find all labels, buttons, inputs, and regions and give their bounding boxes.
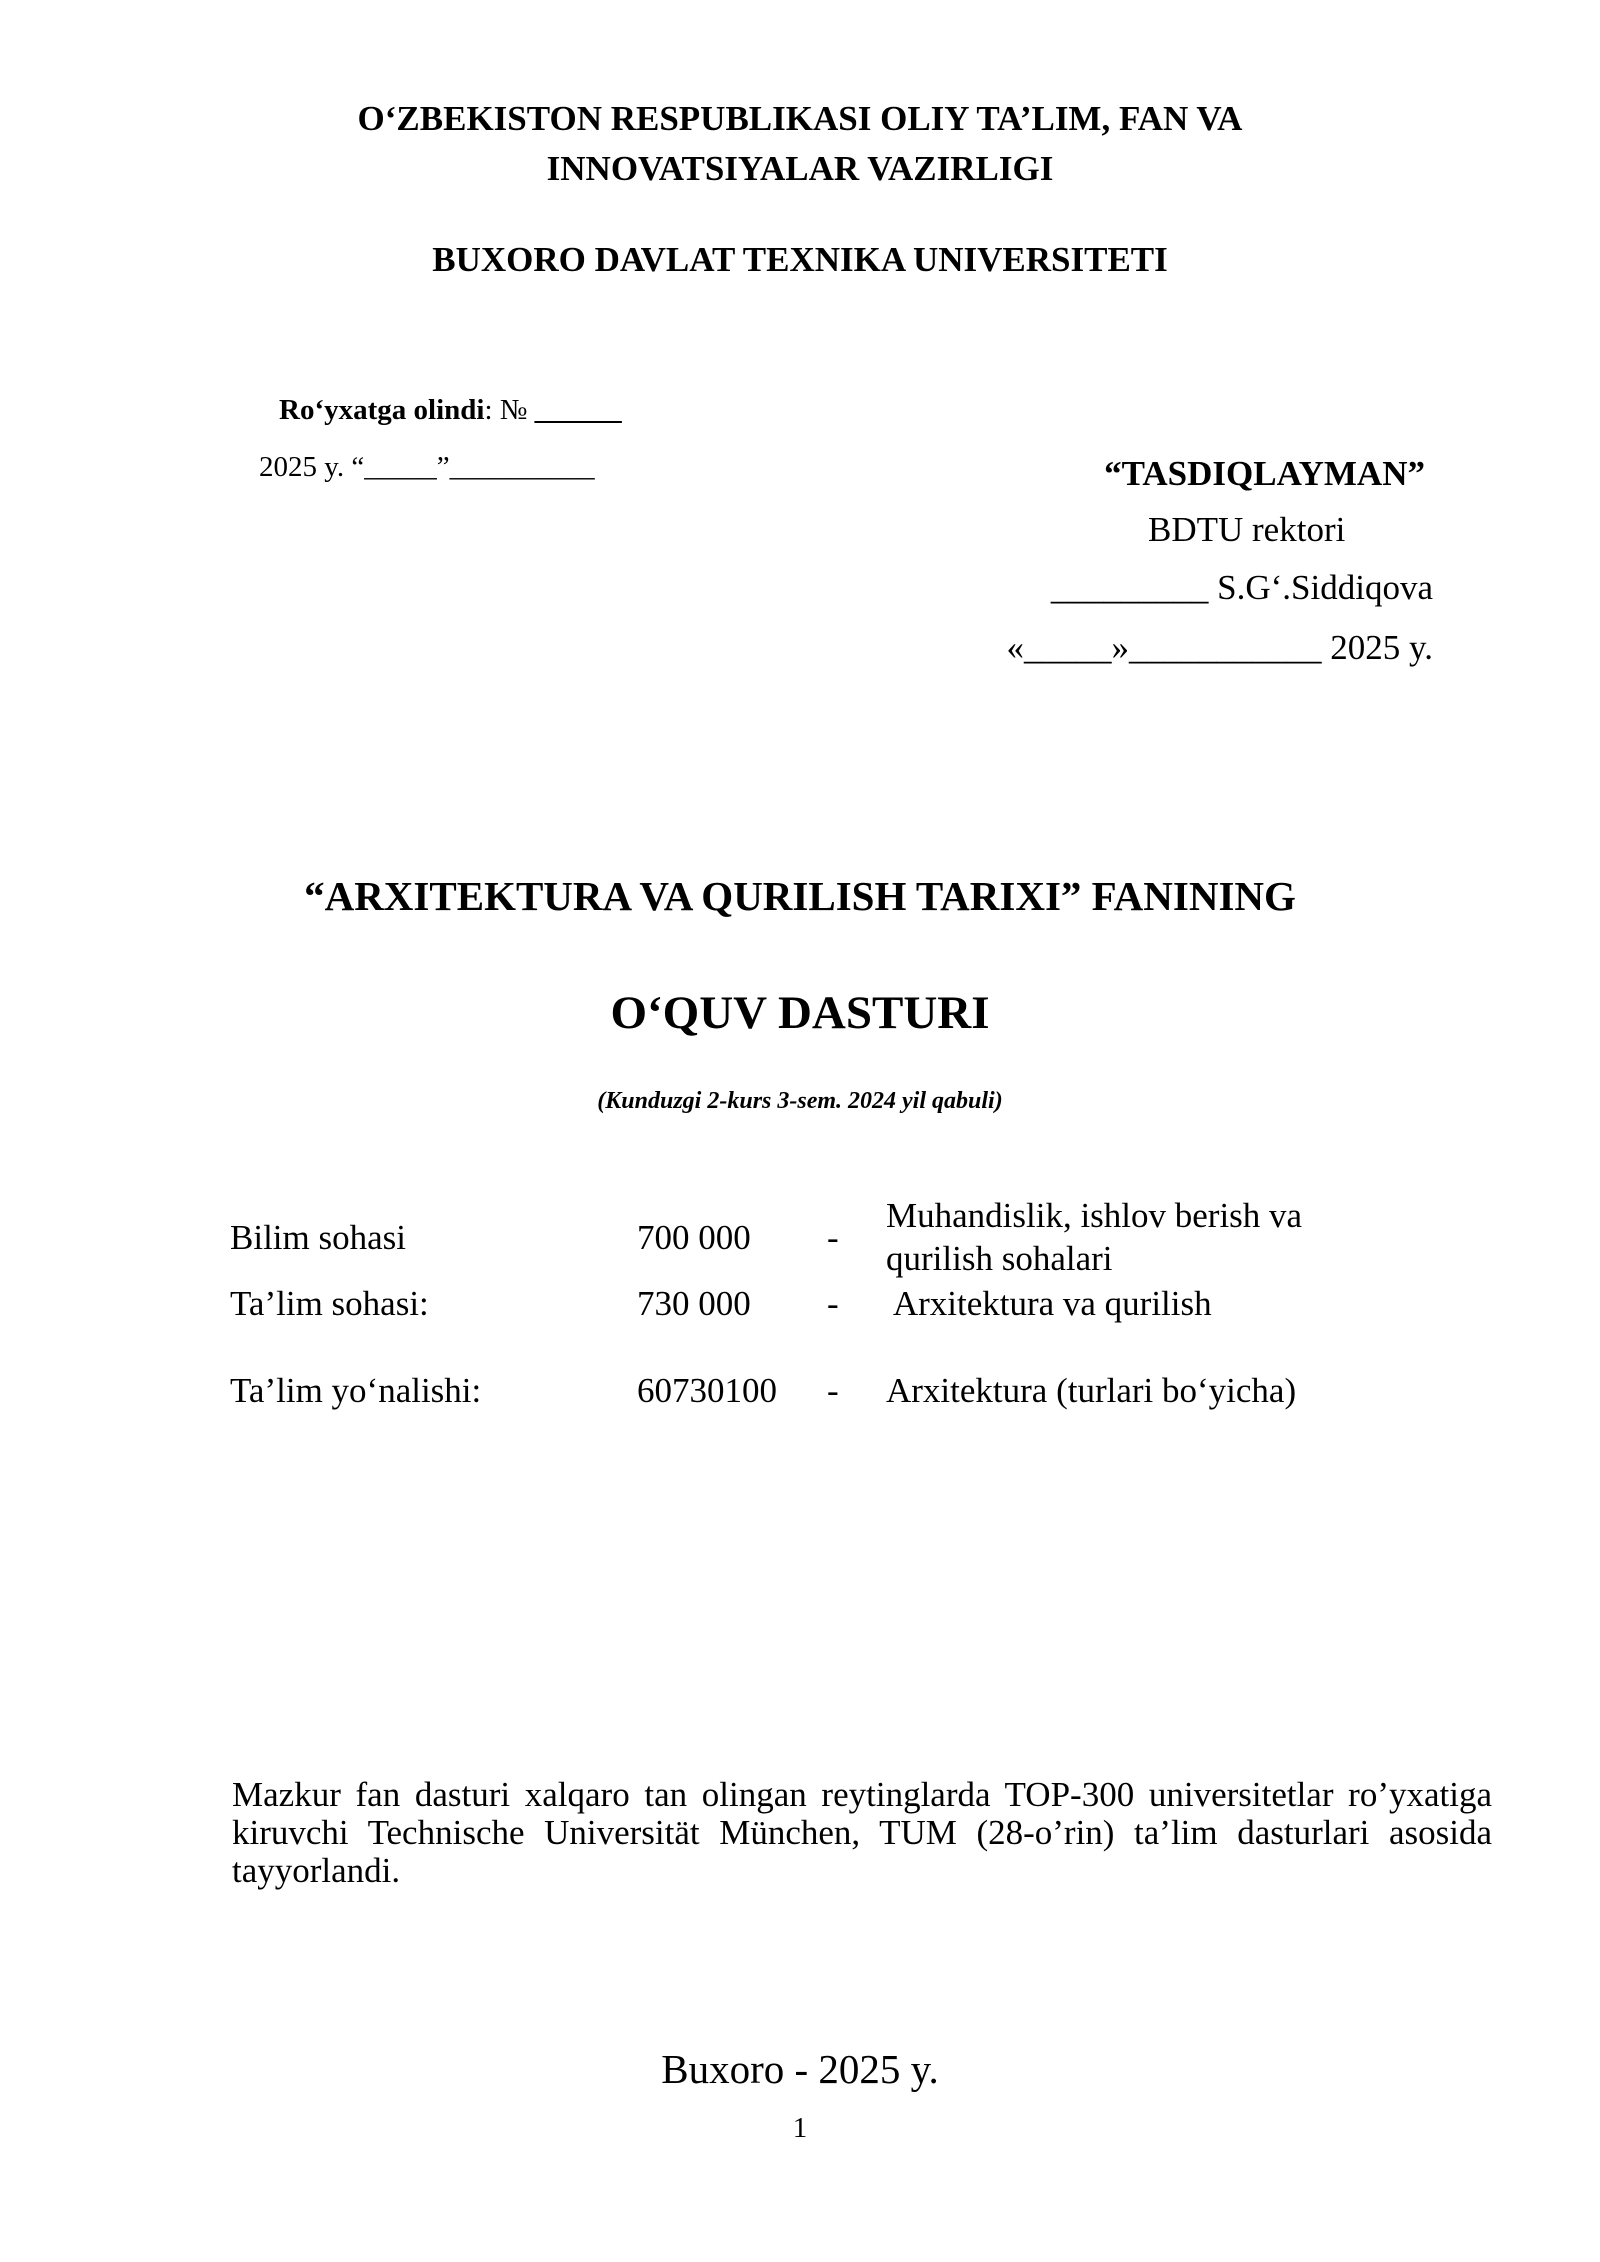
city-year: Buxoro - 2025 y.: [661, 2046, 939, 2092]
ministry-name: [0, 94, 1600, 194]
info-label: Ta’lim yo‘nalishi:: [230, 1371, 482, 1410]
info-dash: -: [827, 1218, 839, 1257]
info-value: [886, 1194, 1302, 1280]
info-label: Bilim sohasi: [230, 1218, 406, 1257]
info-dash: -: [827, 1371, 839, 1410]
info-value-line-1: Muhandislik, ishlov berish va: [886, 1196, 1303, 1235]
registration-number-blank: ______: [534, 394, 622, 426]
info-code: 700 000: [637, 1218, 751, 1257]
university-name: BUXORO DAVLAT TEXNIKA UNIVERSITETI: [432, 240, 1168, 279]
registration-date: 2025 y. “_____”__________: [259, 451, 595, 483]
info-label: Ta’lim sohasi:: [230, 1284, 429, 1323]
registration-number-prefix: : №: [484, 394, 535, 426]
approval-title: “TASDIQLAYMAN”: [1104, 454, 1425, 493]
ministry-line-2: INNOVATSIYALAR VAZIRLIGI: [546, 149, 1054, 188]
approval-signature: _________ S.G‘.Siddiqova: [1050, 568, 1433, 607]
registration-line: [279, 394, 622, 427]
info-value: Arxitektura va qurilish: [886, 1284, 1212, 1323]
info-code: 60730100: [637, 1371, 777, 1410]
program-note: Mazkur fan dasturi xalqaro tan olingan reytinglarda TOP-300 universitetlar ro’yxatiga kiruvchi Technische Universität München, TUM (28-o’rin) ta’lim dasturlari asosida tayyorlandi.: [232, 1775, 1492, 1890]
subject-title: “ARXITEKTURA VA QURILISH TARIXI” FANINING: [304, 873, 1296, 919]
document-title: O‘QUV DASTURI: [610, 987, 990, 1039]
approval-position: BDTU rektori: [1148, 510, 1346, 549]
info-dash: -: [827, 1284, 839, 1323]
approval-date: «_____»___________ 2025 y.: [1006, 628, 1433, 667]
info-value-line-2: qurilish sohalari: [886, 1239, 1113, 1278]
info-code: 730 000: [637, 1284, 751, 1323]
page-number: 1: [792, 2112, 808, 2144]
info-value: Arxitektura (turlari bo‘yicha): [886, 1371, 1297, 1410]
registration-label: Ro‘yxatga olindi: [279, 394, 485, 426]
approval-block: [1104, 454, 1433, 494]
document-subtitle: (Kunduzgi 2-kurs 3-sem. 2024 yil qabuli): [597, 1088, 1003, 1114]
ministry-line-1: O‘ZBEKISTON RESPUBLIKASI OLIY TA’LIM, FAN VA: [357, 99, 1243, 138]
